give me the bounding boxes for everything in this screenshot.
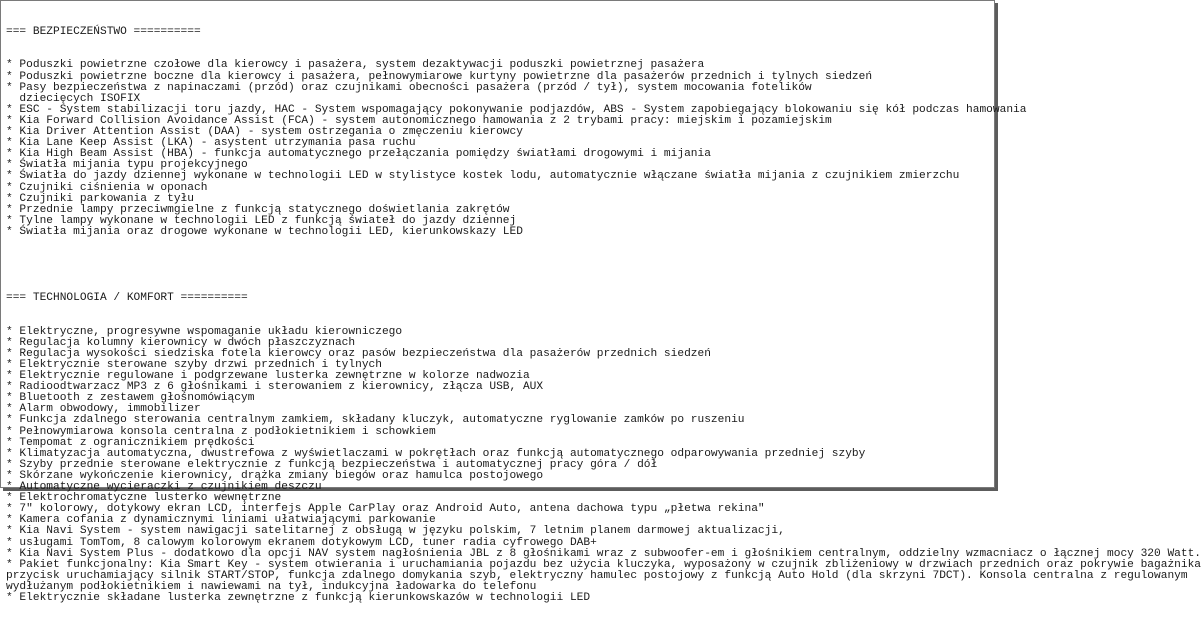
list-item: * Kia High Beam Assist (HBA) - funkcja automatycznego przełączania pomiędzy światłami drogowymi i mijania <box>6 148 711 161</box>
list-item: * Kia Navi System Plus - dodatkowo dla opcji NAV system nagłośnienia JBL z 8 głośnikami wraz z subwoofer-em i głośnikiem centralnym, oddzielny wzmacniacz o łącznej mocy 320 Watt. <box>6 547 1201 560</box>
list-item: * Kamera cofania z dynamicznymi liniami ułatwiającymi parkowanie <box>6 514 436 527</box>
list-item: * Alarm obwodowy, immobilizer <box>6 403 201 416</box>
list-item: przycisk uruchamiający silnik START/STOP, funkcja zdalnego domykania szyb, elektryczny hamulec postojowy z funkcją Auto Hold (dla skrzyni 7DCT). Konsola centralna z regulowanym <box>6 569 1188 582</box>
list-item: * Elektrycznie sterowane szyby drzwi przednich i tylnych <box>6 359 382 371</box>
list-item: * Tempomat z ogranicznikiem prędkości <box>6 436 255 449</box>
list-item: * Poduszki powietrzne czołowe dla kierowcy i pasażera, system dezaktywacji poduszki powietrznej pasażera <box>6 59 705 72</box>
list-item: * Kia Forward Collision Avoidance Assist (FCA) - system autonomicznego hamowania z 2 trybami pracy: miejskim i pozamiejskim <box>6 114 832 127</box>
list-item: * Pakiet funkcjonalny: Kia Smart Key - system otwierania i uruchamiania pojazdu bez użycia kluczyka, wyposażony w czujnik zbliżeniowy w drzwiach przednich oraz pokrywie bagażnika <box>6 558 1201 571</box>
section-header-safety: === BEZPIECZEŃSTWO ========== <box>6 26 201 39</box>
section-spacer <box>6 260 991 271</box>
list-item: * Radioodtwarzacz MP3 z 6 głośnikami i sterowaniem z kierownicy, złącza USB, AUX <box>6 381 544 394</box>
list-item: * Regulacja wysokości siedziska fotela kierowcy oraz pasów bezpieczeństwa dla pasażerów przednich siedzeń <box>6 347 711 360</box>
list-item: * Bluetooth z zestawem głośnomówiącym <box>6 392 255 405</box>
list-item: * Regulacja kolumny kierownicy w dwóch płaszczyznach <box>6 336 356 349</box>
list-item: * Czujniki ciśnienia w oponach <box>6 181 208 194</box>
list-item: * Pasy bezpieczeństwa z napinaczami (przód) oraz czujnikami obecności pasażera (przód / tył), system mocowania fotelików <box>6 81 812 94</box>
list-item: * Kia Lane Keep Assist (LKA) - asystent utrzymania pasa ruchu <box>6 137 416 150</box>
list-item: * Elektrochromatyczne lusterko wewnętrzne <box>6 492 282 505</box>
list-item: * usługami TomTom, 8 calowym kolorowym ekranem dotykowym LCD, tuner radia cyfrowego DAB+ <box>6 536 597 549</box>
list-item: * Funkcja zdalnego sterowania centralnym zamkiem, składany kluczyk, automatyczne ryglowanie zamków po ruszeniu <box>6 414 745 427</box>
list-item: dziecięcych ISOFIX <box>6 92 141 105</box>
list-item: * Tylne lampy wykonane w technologii LED z funkcją świateł do jazdy dziennej <box>6 214 517 227</box>
list-item: * Skórzane wykończenie kierownicy, drążka zmiany biegów oraz hamulca postojowego <box>6 469 544 482</box>
list-item: * Pełnowymiarowa konsola centralna z podłokietnikiem i schowkiem <box>6 425 436 438</box>
list-item: * Światła mijania typu projekcyjnego <box>6 159 248 172</box>
list-item: * Czujniki parkowania z tyłu <box>6 192 194 205</box>
safety-list <box>6 59 1027 238</box>
list-item: * Szyby przednie sterowane elektrycznie z funkcją bezpieczeństwa i automatycznej pracy góra / dół <box>6 458 658 471</box>
list-item: * Światła do jazdy dziennej wykonane w technologii LED w stylistyce kostek lodu, automatycznie włączane światła mijania z czujnikiem zmierzchu <box>6 170 960 183</box>
list-item: * Poduszki powietrzne boczne dla kierowcy i pasażera, pełnowymiarowe kurtyny powietrzne dla pasażerów przednich i tylnych siedzeń <box>6 70 873 83</box>
list-item: wydłużanym podłokietnikiem i nawiewami na tył, indukcyjna ładowarka do telefonu <box>6 580 537 593</box>
comfort-list <box>6 325 1201 604</box>
list-item: * Klimatyzacja automatyczna, dwustrefowa z wyświetlaczami w pokrętłach oraz funkcją automatycznego odparowywania przedniej szyby <box>6 447 866 460</box>
list-item: * Elektrycznie składane lusterka zewnętrzne z funkcją kierunkowskazów w technologii LED <box>6 591 591 604</box>
list-item: * 7" kolorowy, dotykowy ekran LCD, interfejs Apple CarPlay oraz Android Auto, antena dachowa typu „płetwa rekina" <box>6 503 765 516</box>
list-item: * ESC - System stabilizacji toru jazdy, HAC - System wspomagający pokonywanie podjazdów, ABS - System zapobiegający blokowaniu się kół podczas hamowania <box>6 103 1027 116</box>
document-text <box>6 5 1201 626</box>
list-item: * Elektrycznie regulowane i podgrzewane lusterka zewnętrzne w kolorze nadwozia <box>6 370 530 383</box>
list-item: * Światła mijania oraz drogowe wykonane w technologii LED, kierunkowskazy LED <box>6 225 523 238</box>
list-item: * Elektryczne, progresywne wspomaganie układu kierowniczego <box>6 325 403 338</box>
section-header-comfort: === TECHNOLOGIA / KOMFORT ========== <box>6 292 248 305</box>
list-item: * Przednie lampy przeciwmgielne z funkcją statycznego doświetlania zakrętów <box>6 203 510 216</box>
list-item: * Kia Navi System - system nawigacji satelitarnej z obsługą w języku polskim, 7 letnim planem darmowej aktualizacji, <box>6 525 785 538</box>
list-item: * Kia Driver Attention Assist (DAA) - system ostrzegania o zmęczeniu kierowcy <box>6 126 523 139</box>
list-item: * Automatyczne wycieraczki z czujnikiem deszczu <box>6 481 322 494</box>
